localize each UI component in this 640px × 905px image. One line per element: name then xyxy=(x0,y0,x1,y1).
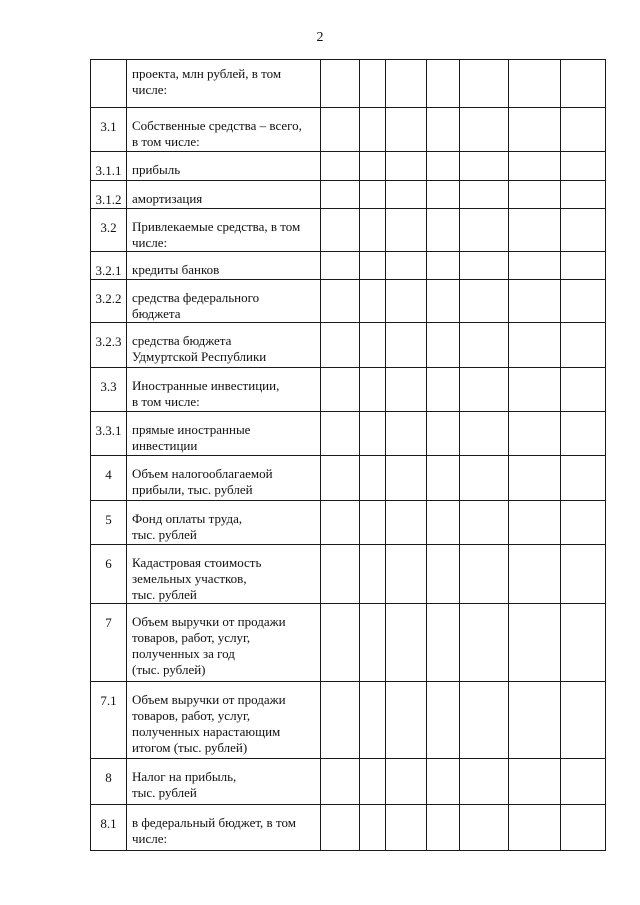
value-cell xyxy=(561,501,606,545)
page-number: 2 xyxy=(316,30,324,45)
row-label xyxy=(127,604,321,682)
table-row xyxy=(91,759,606,805)
value-cell xyxy=(509,456,561,501)
table-row xyxy=(91,323,606,368)
table-row xyxy=(91,368,606,412)
row-number xyxy=(91,60,127,108)
value-cell xyxy=(460,805,509,851)
value-cell xyxy=(460,60,509,108)
row-label-line: полученных за год xyxy=(132,646,235,661)
value-cell xyxy=(427,252,460,280)
row-number: 8.1 xyxy=(91,805,127,851)
row-number: 3.1.2 xyxy=(91,181,127,209)
value-cell xyxy=(321,280,360,323)
row-label-line: Фонд оплаты труда, xyxy=(132,511,243,526)
row-number: 7 xyxy=(91,604,127,682)
value-cell xyxy=(561,682,606,759)
value-cell xyxy=(360,209,386,252)
row-label-line: товаров, работ, услуг, xyxy=(132,630,251,645)
value-cell xyxy=(561,456,606,501)
value-cell xyxy=(386,152,427,181)
value-cell xyxy=(427,60,460,108)
value-cell xyxy=(360,545,386,604)
value-cell xyxy=(321,545,360,604)
row-label-line: инвестиции xyxy=(132,438,198,453)
table-row xyxy=(91,682,606,759)
value-cell xyxy=(460,323,509,368)
row-label-line: проекта, млн рублей, в том xyxy=(132,66,282,81)
table-row xyxy=(91,108,606,152)
value-cell xyxy=(386,412,427,456)
row-label-line: амортизация xyxy=(132,191,203,206)
value-cell xyxy=(360,412,386,456)
row-label-line: в федеральный бюджет, в том xyxy=(132,815,296,830)
value-cell xyxy=(509,759,561,805)
value-cell xyxy=(321,456,360,501)
value-cell xyxy=(427,209,460,252)
value-cell xyxy=(561,545,606,604)
row-label xyxy=(127,323,321,368)
table-row xyxy=(91,456,606,501)
value-cell xyxy=(386,60,427,108)
row-label-line: числе: xyxy=(132,831,168,846)
value-cell xyxy=(321,412,360,456)
value-cell xyxy=(561,181,606,209)
value-cell xyxy=(386,181,427,209)
value-cell xyxy=(509,108,561,152)
row-label-line: Объем выручки от продажи xyxy=(132,614,286,629)
value-cell xyxy=(360,280,386,323)
value-cell xyxy=(321,60,360,108)
value-cell xyxy=(360,501,386,545)
row-label-line: в том числе: xyxy=(132,134,200,149)
row-number: 5 xyxy=(91,501,127,545)
value-cell xyxy=(360,368,386,412)
value-cell xyxy=(386,456,427,501)
value-cell xyxy=(386,108,427,152)
value-cell xyxy=(460,604,509,682)
value-cell xyxy=(386,759,427,805)
value-cell xyxy=(460,280,509,323)
row-label-line: (тыс. рублей) xyxy=(132,662,206,677)
value-cell xyxy=(427,412,460,456)
row-label-line: Налог на прибыль, xyxy=(132,769,237,784)
value-cell xyxy=(386,545,427,604)
row-label-line: бюджета xyxy=(132,306,181,321)
table-body xyxy=(91,60,606,851)
table-row xyxy=(91,412,606,456)
value-cell xyxy=(321,368,360,412)
value-cell xyxy=(460,152,509,181)
value-cell xyxy=(509,805,561,851)
value-cell xyxy=(427,368,460,412)
value-cell xyxy=(509,545,561,604)
row-label xyxy=(127,682,321,759)
row-label xyxy=(127,545,321,604)
value-cell xyxy=(360,682,386,759)
value-cell xyxy=(427,604,460,682)
value-cell xyxy=(561,60,606,108)
value-cell xyxy=(427,501,460,545)
value-cell xyxy=(460,209,509,252)
row-label-line: тыс. рублей xyxy=(132,587,197,602)
row-label-line: Кадастровая стоимость xyxy=(132,555,262,570)
row-number: 3.2.2 xyxy=(91,280,127,323)
value-cell xyxy=(427,152,460,181)
value-cell xyxy=(360,60,386,108)
value-cell xyxy=(321,323,360,368)
row-number: 3.3.1 xyxy=(91,412,127,456)
value-cell xyxy=(460,501,509,545)
row-label-line: товаров, работ, услуг, xyxy=(132,708,251,723)
value-cell xyxy=(360,805,386,851)
value-cell xyxy=(321,805,360,851)
row-label-line: итогом (тыс. рублей) xyxy=(132,740,248,755)
table-row xyxy=(91,545,606,604)
value-cell xyxy=(427,545,460,604)
value-cell xyxy=(561,252,606,280)
row-label xyxy=(127,280,321,323)
value-cell xyxy=(321,682,360,759)
value-cell xyxy=(509,280,561,323)
value-cell xyxy=(460,181,509,209)
value-cell xyxy=(386,252,427,280)
value-cell xyxy=(509,501,561,545)
value-cell xyxy=(561,323,606,368)
value-cell xyxy=(509,252,561,280)
value-cell xyxy=(360,456,386,501)
row-label-line: земельных участков, xyxy=(132,571,247,586)
table-row xyxy=(91,805,606,851)
row-label-line: прибыли, тыс. рублей xyxy=(132,482,253,497)
row-label-line: Собственные средства – всего, xyxy=(132,118,302,133)
value-cell xyxy=(561,412,606,456)
row-number: 7.1 xyxy=(91,682,127,759)
value-cell xyxy=(386,323,427,368)
table-row xyxy=(91,181,606,209)
row-label xyxy=(127,152,321,181)
table-row xyxy=(91,501,606,545)
value-cell xyxy=(561,209,606,252)
value-cell xyxy=(561,368,606,412)
row-label xyxy=(127,501,321,545)
row-label-line: средства федерального xyxy=(132,290,260,305)
value-cell xyxy=(321,209,360,252)
row-label-line: прямые иностранные xyxy=(132,422,251,437)
row-label xyxy=(127,456,321,501)
value-cell xyxy=(360,108,386,152)
value-cell xyxy=(561,280,606,323)
value-cell xyxy=(321,181,360,209)
row-number: 3.2.1 xyxy=(91,252,127,280)
value-cell xyxy=(360,252,386,280)
value-cell xyxy=(321,152,360,181)
row-label-line: Удмуртской Республики xyxy=(132,349,267,364)
table-row xyxy=(91,252,606,280)
value-cell xyxy=(386,209,427,252)
row-label-line: Объем налогооблагаемой xyxy=(132,466,273,481)
table-row xyxy=(91,280,606,323)
row-number: 6 xyxy=(91,545,127,604)
value-cell xyxy=(509,181,561,209)
row-number: 3.2 xyxy=(91,209,127,252)
value-cell xyxy=(360,152,386,181)
value-cell xyxy=(360,604,386,682)
row-number: 3.2.3 xyxy=(91,323,127,368)
row-label xyxy=(127,805,321,851)
value-cell xyxy=(321,252,360,280)
value-cell xyxy=(360,759,386,805)
row-label-line: в том числе: xyxy=(132,394,200,409)
row-label xyxy=(127,368,321,412)
row-label-line: полученных нарастающим xyxy=(132,724,281,739)
value-cell xyxy=(561,152,606,181)
value-cell xyxy=(321,108,360,152)
value-cell xyxy=(561,759,606,805)
value-cell xyxy=(509,682,561,759)
value-cell xyxy=(386,501,427,545)
row-label xyxy=(127,412,321,456)
row-label xyxy=(127,181,321,209)
value-cell xyxy=(360,181,386,209)
row-label-line: числе: xyxy=(132,235,168,250)
value-cell xyxy=(509,368,561,412)
value-cell xyxy=(509,209,561,252)
table-row xyxy=(91,152,606,181)
value-cell xyxy=(386,682,427,759)
row-number: 8 xyxy=(91,759,127,805)
value-cell xyxy=(460,456,509,501)
value-cell xyxy=(460,412,509,456)
value-cell xyxy=(509,60,561,108)
row-label xyxy=(127,108,321,152)
value-cell xyxy=(360,323,386,368)
value-cell xyxy=(427,456,460,501)
table-row xyxy=(91,60,606,108)
value-cell xyxy=(321,604,360,682)
indicators-table xyxy=(90,59,606,851)
value-cell xyxy=(460,759,509,805)
value-cell xyxy=(561,805,606,851)
row-label xyxy=(127,60,321,108)
value-cell xyxy=(427,280,460,323)
value-cell xyxy=(386,280,427,323)
row-label-line: тыс. рублей xyxy=(132,785,197,800)
value-cell xyxy=(321,759,360,805)
value-cell xyxy=(460,545,509,604)
table-row xyxy=(91,209,606,252)
value-cell xyxy=(386,805,427,851)
value-cell xyxy=(321,501,360,545)
value-cell xyxy=(561,604,606,682)
value-cell xyxy=(427,108,460,152)
row-number: 3.1 xyxy=(91,108,127,152)
row-label xyxy=(127,209,321,252)
value-cell xyxy=(460,252,509,280)
value-cell xyxy=(509,152,561,181)
value-cell xyxy=(509,604,561,682)
value-cell xyxy=(561,108,606,152)
row-label-line: тыс. рублей xyxy=(132,527,197,542)
value-cell xyxy=(509,412,561,456)
row-label-line: числе: xyxy=(132,82,168,97)
value-cell xyxy=(386,604,427,682)
value-cell xyxy=(427,759,460,805)
value-cell xyxy=(427,682,460,759)
row-label-line: кредиты банков xyxy=(132,262,220,277)
value-cell xyxy=(460,368,509,412)
value-cell xyxy=(460,108,509,152)
row-label-line: Привлекаемые средства, в том xyxy=(132,219,301,234)
row-number: 4 xyxy=(91,456,127,501)
row-label-line: Объем выручки от продажи xyxy=(132,692,286,707)
value-cell xyxy=(427,323,460,368)
row-number: 3.1.1 xyxy=(91,152,127,181)
row-number: 3.3 xyxy=(91,368,127,412)
row-label xyxy=(127,252,321,280)
value-cell xyxy=(386,368,427,412)
value-cell xyxy=(460,682,509,759)
row-label xyxy=(127,759,321,805)
value-cell xyxy=(509,323,561,368)
row-label-line: Иностранные инвестиции, xyxy=(132,378,280,393)
row-label-line: средства бюджета xyxy=(132,333,232,348)
row-label-line: прибыль xyxy=(132,162,181,177)
value-cell xyxy=(427,805,460,851)
value-cell xyxy=(427,181,460,209)
table-row xyxy=(91,604,606,682)
